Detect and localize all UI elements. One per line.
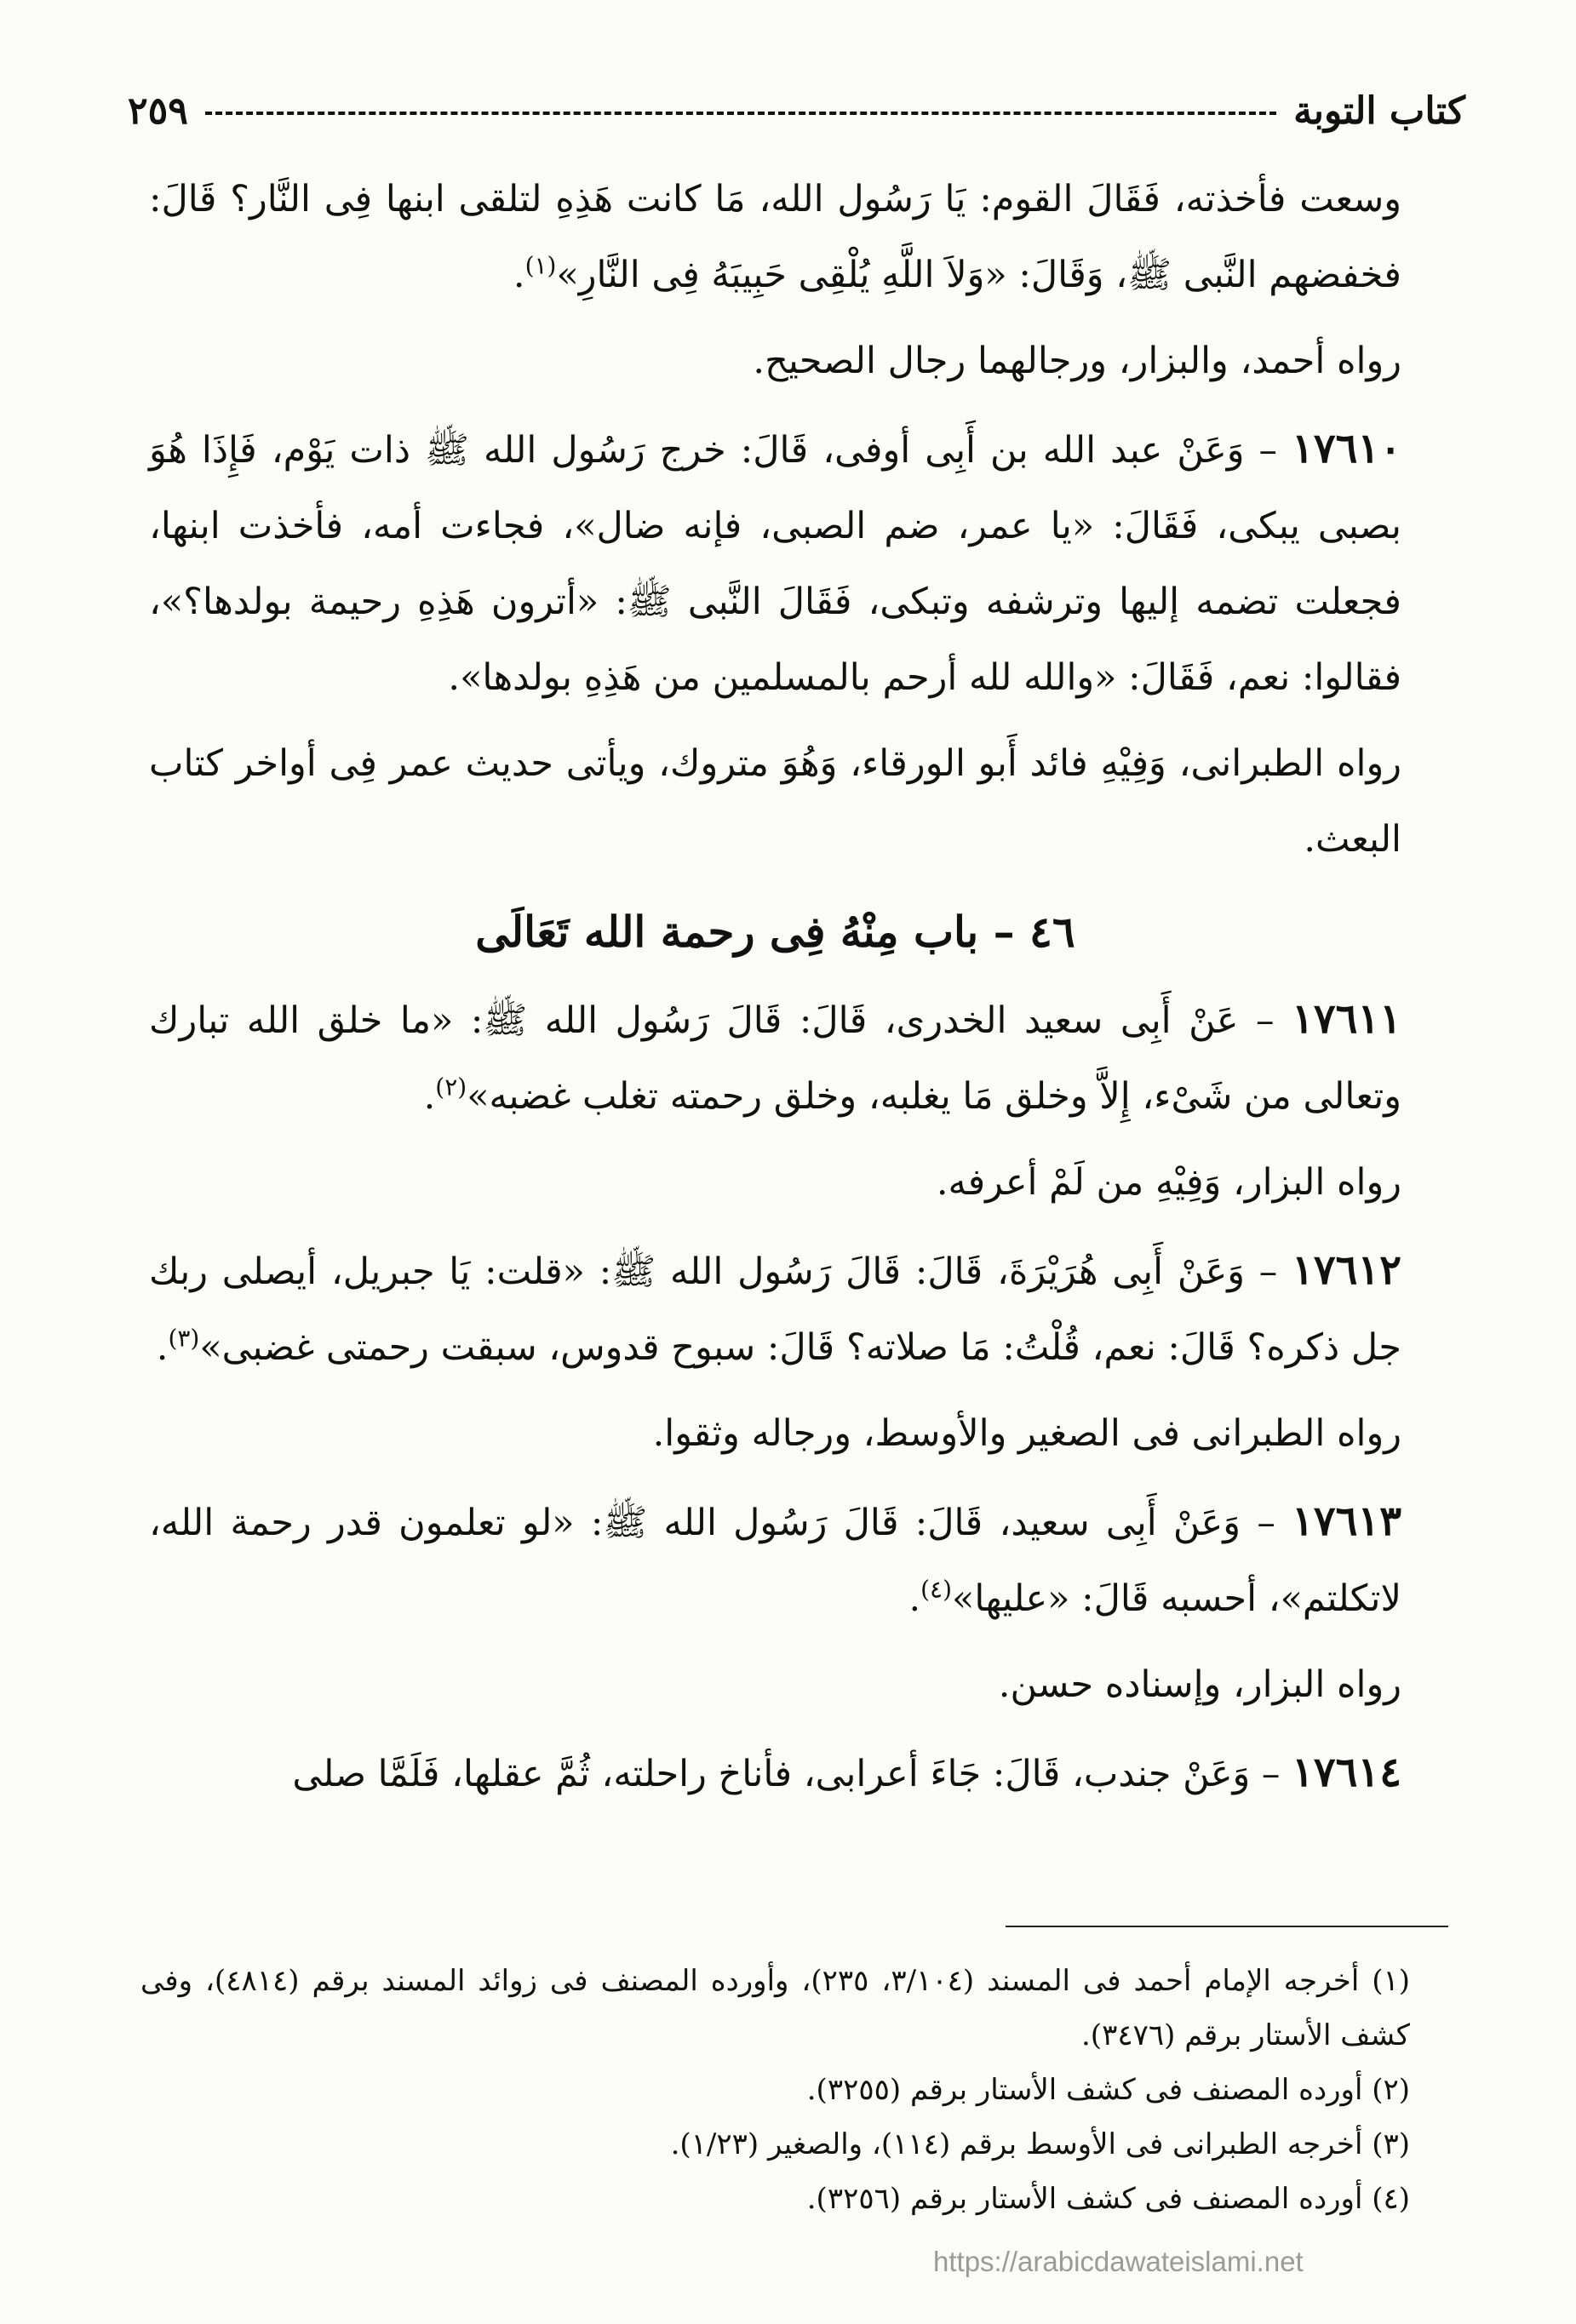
- page-number: ٢٥٩: [128, 89, 188, 133]
- footnote-2: (٢) أورده المصنف فى كشف الأستار برقم (٣٢٥٥).: [806, 2073, 1410, 2107]
- hadith-number: ١٧٦١٣: [1292, 1497, 1401, 1545]
- hadith-17610: [149, 411, 1401, 716]
- source-note: رواه أحمد، والبزار، ورجالهما رجال الصحيح.: [753, 340, 1401, 382]
- paragraph-text: وسعت فأخذته، فَقَالَ القوم: يَا رَسُول الله، مَا كانت هَذِهِ لتلقى ابنها فِى النَّار؟ قَالَ: فخفضهم النَّبى ﷺ، وَقَالَ: «وَلاَ اللَّهِ يُلْقِى حَبِيبَهُ فِى النَّارِ»: [149, 178, 1401, 296]
- hadith-17613: ١٧٦١٣ – وَعَنْ أَبِى سعيد، قَالَ: قَالَ رَسُول الله ﷺ: «لو تعلمون قدر رحمة الله، لاتكلتم»، أحسبه قَالَ: «عليها»$^{(٤)}$.: [149, 1497, 1401, 1620]
- hadith-text: – وَعَنْ جندب، قَالَ: جَاءَ أعرابى، فأناخ راحلته، ثُمَّ عقلها، فَلَمَّا صلى: [292, 1753, 1292, 1795]
- section-heading: ٤٦ – باب مِنْهُ فِى رحمة الله تَعَالَى: [475, 907, 1075, 957]
- footnote-ref: (٢): [435, 1073, 467, 1102]
- running-header: [128, 81, 1465, 140]
- source-note: رواه الطبرانى، وَفِيْهِ فائد أَبو الورقاء، وَهُوَ متروك، ويأتى حديث عمر فِى أواخر كتاب البعث.: [149, 742, 1401, 861]
- hadith-number: ١٧٦١٠: [1292, 425, 1401, 472]
- footnote-ref: (٤): [920, 1575, 953, 1604]
- hadith-17611: ١٧٦١١ – عَنْ أَبِى سعيد الخدرى، قَالَ: قَالَ رَسُول الله ﷺ: «ما خلق الله تبارك وتعالى من شَىْء، إِلاَّ وخلق مَا يغلبه، وخلق رحمته تغلب غضبه»$^{(٢)}$.: [149, 995, 1401, 1118]
- hadith-17614: [149, 1735, 1401, 1812]
- hadith-number: ١٧٦١١: [1292, 995, 1401, 1043]
- footnote-1: (١) أخرجه الإمام أحمد فى المسند (٣/١٠٤، ٢٣٥)، وأورده المصنف فى زوائد المسند برقم (٤٨١٤)، وفى كشف الأستار برقم (٣٤٧٦).: [140, 1964, 1411, 2052]
- hadith-number: ١٧٦١٤: [1292, 1749, 1401, 1796]
- main-text: [149, 162, 1401, 1823]
- source-note: رواه البزار، وإسناده حسن.: [998, 1663, 1401, 1706]
- paragraph: وسعت فأخذته، فَقَالَ القوم: يَا رَسُول الله، مَا كانت هَذِهِ لتلقى ابنها فِى النَّار؟ قَالَ: فخفضهم النَّبى ﷺ، وَقَالَ: «وَلاَ اللَّهِ يُلْقِى حَبِيبَهُ فِى النَّارِ»$^{(١)}$.: [149, 178, 1401, 296]
- hadith-text: – وَعَنْ عبد الله بن أَبِى أوفى، قَالَ: خرج رَسُول الله ﷺ ذات يَوْم، فَإِذَا هُوَ بصبى يبكى، فَقَالَ: «يا عمر، ضم الصبى، فإنه ضال»، فجاءت أمه، فأخذت ابنها، فجعلت تضمه إليها وترشفه وتبكى، فَقَالَ النَّبى ﷺ: «أترون هَذِهِ رحيمة بولدها؟»، فقالوا: نعم، فَقَالَ: «والله لله أرحم بالمسلمين من هَذِهِ بولدها».: [149, 429, 1401, 699]
- hadith-number: ١٧٦١٢: [1292, 1246, 1401, 1294]
- hadith-17612: ١٧٦١٢ – وَعَنْ أَبِى هُرَيْرَةَ، قَالَ: قَالَ رَسُول الله ﷺ: «قلت: يَا جبريل، أيصلى ربك جل ذكره؟ قَالَ: نعم، قُلْتُ: مَا صلاته؟ قَالَ: سبوح قدوس، سبقت رحمتى غضبى»$^{(٣)}$.: [149, 1246, 1401, 1369]
- footnote-ref: (٣): [168, 1324, 200, 1353]
- footnote-4: (٤) أورده المصنف فى كشف الأستار برقم (٣٢٥٦).: [806, 2182, 1410, 2216]
- footnote-ref: (١): [524, 251, 557, 280]
- footnote-3: (٣) أخرجه الطبرانى فى الأوسط برقم (١١٤)، والصغير (١/٢٣).: [670, 2127, 1410, 2161]
- book-title: كتاب التوبة: [1293, 89, 1465, 133]
- source-note: رواه البزار، وَفِيْهِ من لَمْ أعرفه.: [936, 1161, 1401, 1204]
- hadith-text: – وَعَنْ أَبِى هُرَيْرَةَ، قَالَ: قَالَ رَسُول الله ﷺ: «قلت: يَا جبريل، أيصلى ربك جل ذكره؟ قَالَ: نعم، قُلْتُ: مَا صلاته؟ قَالَ: سبوح قدوس، سبقت رحمتى غضبى»: [149, 1251, 1401, 1369]
- hadith-text: – عَنْ أَبِى سعيد الخدرى، قَالَ: قَالَ رَسُول الله ﷺ: «ما خلق الله تبارك وتعالى من شَىْء، إِلاَّ وخلق مَا يغلبه، وخلق رحمته تغلب غضبه»: [149, 999, 1401, 1118]
- source-note: رواه الطبرانى فى الصغير والأوسط، ورجاله وثقوا.: [652, 1412, 1401, 1455]
- watermark-url: https://arabicdawateislami.net: [933, 2246, 1304, 2277]
- header-dashed-rule: [205, 112, 1276, 115]
- footnote-separator: [1006, 1926, 1448, 1927]
- footnotes: [140, 1954, 1410, 2226]
- hadith-text: – وَعَنْ أَبِى سعيد، قَالَ: قَالَ رَسُول الله ﷺ: «لو تعلمون قدر رحمة الله، لاتكلتم»، أحسبه قَالَ: «عليها»: [149, 1502, 1401, 1620]
